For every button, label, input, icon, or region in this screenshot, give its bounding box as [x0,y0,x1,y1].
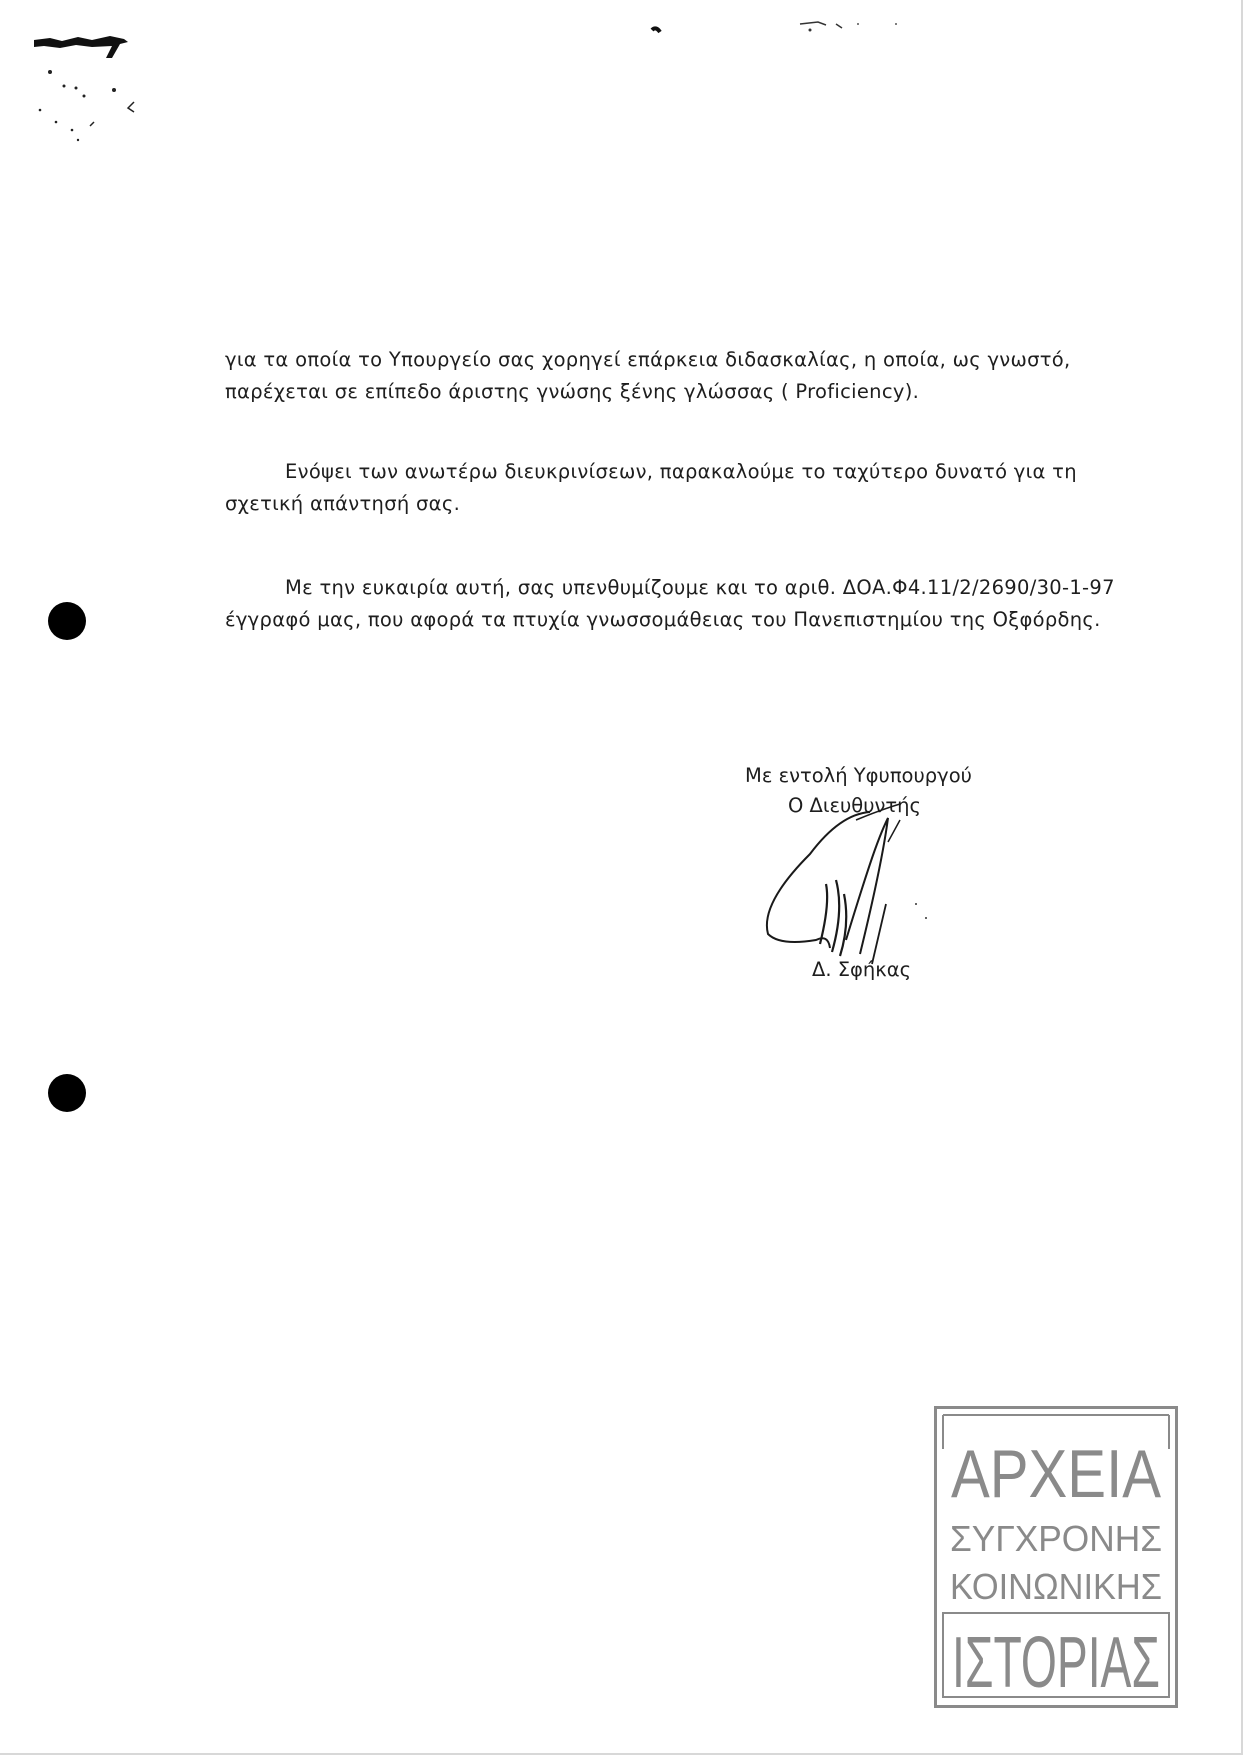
paragraph-2 [225,456,1130,520]
paragraph-line: σχετική απάντησή σας. [225,492,461,515]
signature-block [740,764,1020,994]
stamp-line-4: ΙΣΤΟΡΙΑΣ [952,1623,1160,1703]
paragraph-line: Ενόψει των ανωτέρω διευκρινίσεων, παρακαλούμε το ταχύτερο δυνατό για τη [285,460,1077,483]
punch-hole [48,1074,86,1112]
archive-stamp-graphic [937,1409,1175,1705]
signature-title-line: Ο Διευθυντής [788,794,921,817]
signature-name-line: Δ. Σφήκας [812,958,912,981]
paragraph-line: για τα οποία το Υπουργείο σας χορηγεί επάρκεια διδασκαλίας, η οποία, ως γνωστό, [225,348,1071,371]
stamp-line-2: ΣΥΓΧΡΟΝΗΣ [950,1518,1162,1559]
paragraph-3 [225,572,1130,636]
scan-artifact-mark [32,30,132,60]
paragraph-line: παρέχεται σε επίπεδο άριστης γνώσης ξένης γλώσσας ( Proficiency). [225,380,920,403]
signature-order-line: Με εντολή Υφυπουργού [745,764,972,787]
stamp-line-1: ΑΡΧΕΙΑ [951,1436,1162,1512]
paragraph-1 [225,344,1130,408]
archive-stamp [934,1406,1178,1708]
paragraph-line: Με την ευκαιρία αυτή, σας υπενθυμίζουμε και το αριθ. ΔΟΑ.Φ4.11/2/2690/30-1-97 [285,576,1115,599]
punch-hole [48,602,86,640]
paragraph-line: έγγραφό μας, που αφορά τα πτυχία γνωσσομάθειας του Πανεπιστημίου της Οξφόρδης. [225,608,1101,631]
stamp-line-3: ΚΟΙΝΩΝΙΚΗΣ [950,1566,1162,1607]
handwritten-signature [740,784,980,974]
scan-artifact-specks [30,60,170,170]
scan-artifact-top [650,18,910,42]
